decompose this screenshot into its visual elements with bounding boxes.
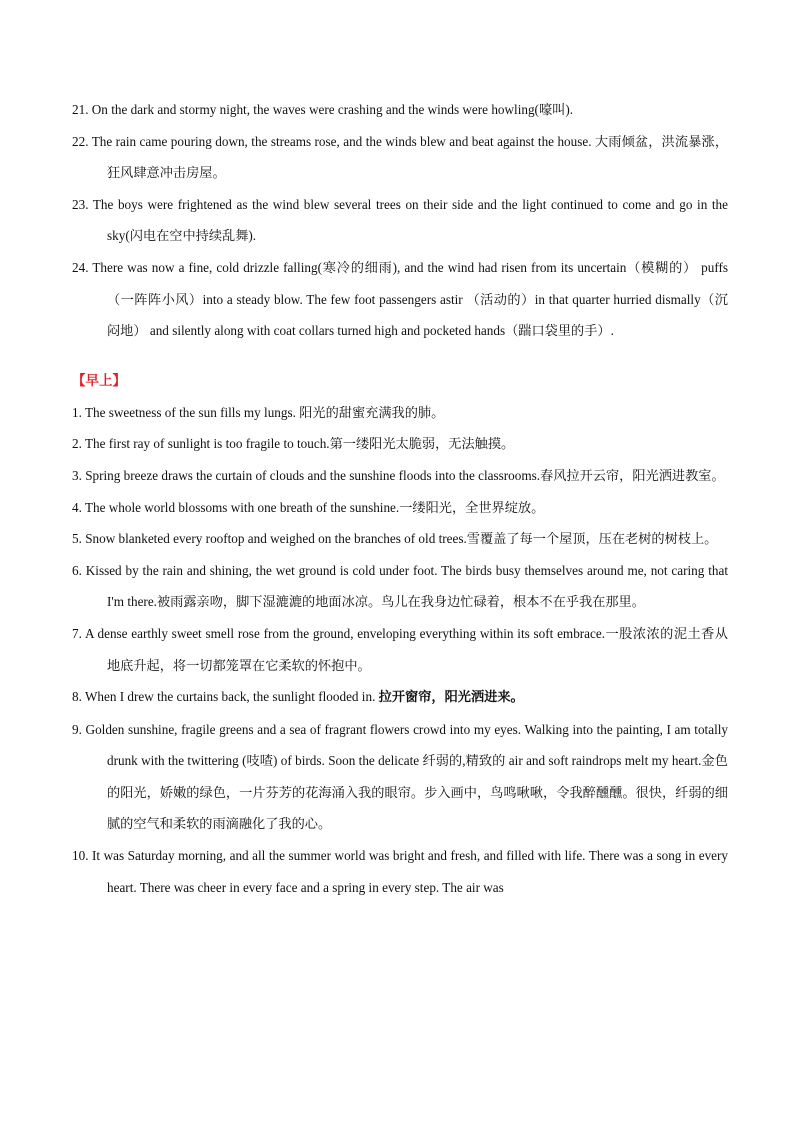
item-number: 10.: [72, 848, 89, 864]
item-text: When I drew the curtains back, the sunlight flooded in.: [84, 689, 379, 705]
item-text: Spring breeze draws the curtain of clouds and the sunshine floods into the classrooms.春风拉开云帘，阳光洒进教室。: [85, 467, 725, 483]
list-item: [72, 840, 728, 903]
item-text: The first ray of sunlight is too fragile to touch.第一缕阳光太脆弱，无法触摸。: [84, 436, 515, 452]
list-item: [72, 523, 728, 555]
list-item: [72, 126, 728, 189]
item-number: 22.: [72, 133, 89, 149]
item-text: Snow blanketed every rooftop and weighed on the branches of old trees.雪覆盖了每一个屋顶，压在老树的树枝上。: [85, 531, 718, 547]
section-heading: 【早上】: [72, 372, 126, 389]
list-item: [72, 252, 728, 347]
item-number: 21.: [72, 102, 89, 117]
item-text: Golden sunshine, fragile greens and a sea of fragrant flowers crowd into my eyes. Walking into the painting, I am totally drunk with the twittering (吱喳) of birds. Soon the delicate 纤弱的,精致的 air and soft raindrops melt my heart.金色的阳光，娇嫩的绿色，一片芬芳的花海涌入我的眼帘。步入画中，鸟鸣啾啾，令我醉醺醺。很快，纤弱的细腻的空气和柔软的雨滴融化了我的心。: [85, 721, 729, 832]
item-number: 8.: [72, 689, 82, 705]
item-text: The sweetness of the sun fills my lungs. 阳光的甜蜜充满我的肺。: [84, 404, 445, 420]
list-item: [72, 714, 728, 840]
item-text: A dense earthly sweet smell rose from the ground, enveloping everything within its soft embrace.一股浓浓的泥土香从地底升起，将一切都笼罩在它柔软的怀抱中。: [84, 625, 728, 673]
item-text: There was now a fine, cold drizzle falling(寒冷的细雨), and the wind had risen from its uncertain（模糊的） puffs （一阵阵小风）into a steady blow. The few foot passengers astir （活动的）in that quarter hurried dismally（沉闷地） and silently along with coat collars turned high and pocketed hands（踹口袋里的手）.: [92, 259, 729, 339]
item-number: 2.: [72, 436, 82, 452]
item-number: 3.: [72, 467, 82, 483]
item-number: 23.: [72, 196, 89, 212]
item-number: 7.: [72, 625, 82, 641]
item-number: 5.: [72, 531, 82, 547]
document-page: [72, 94, 728, 903]
item-bold-text: 拉开窗帘，阳光洒进来。: [378, 690, 524, 706]
item-number: 4.: [72, 499, 82, 515]
item-number: 9.: [72, 721, 82, 737]
list-item: [72, 460, 728, 492]
item-text: On the dark and stormy night, the waves were crashing and the winds were howling(嚎叫).: [91, 102, 574, 117]
section-top-list: [72, 94, 728, 347]
list-item: [72, 555, 728, 618]
item-text: The whole world blossoms with one breath of the sunshine.一缕阳光，全世界绽放。: [84, 499, 545, 515]
list-item: [72, 428, 728, 460]
item-text: The boys were frightened as the wind blew several trees on their side and the light continued to come and go in the sky(闪电在空中持续乱舞).: [92, 196, 728, 244]
list-item: [72, 189, 728, 252]
item-number: 1.: [72, 404, 82, 420]
item-number: 6.: [72, 562, 82, 578]
item-text: The rain came pouring down, the streams rose, and the winds blew and beat against the house. 大雨倾盆，洪流暴涨，狂风肆意冲击房屋。: [91, 133, 729, 181]
list-item: [72, 94, 728, 126]
item-text: It was Saturday morning, and all the summer world was bright and fresh, and filled with life. There was a song in every heart. There was cheer in every face and a spring in every step. The air was: [92, 848, 729, 895]
list-item: [72, 618, 728, 681]
item-text: Kissed by the rain and shining, the wet ground is cold under foot. The birds busy themselves around me, not caring that I'm there.被雨露亲吻，脚下湿漉漉的地面冰凉。鸟儿在我身边忙碌着，根本不在乎我在那里。: [85, 562, 728, 610]
list-item: [72, 397, 728, 429]
list-item: [72, 492, 728, 524]
list-item: [72, 681, 728, 714]
item-number: 24.: [72, 259, 89, 275]
section-morning-list: [72, 397, 728, 904]
